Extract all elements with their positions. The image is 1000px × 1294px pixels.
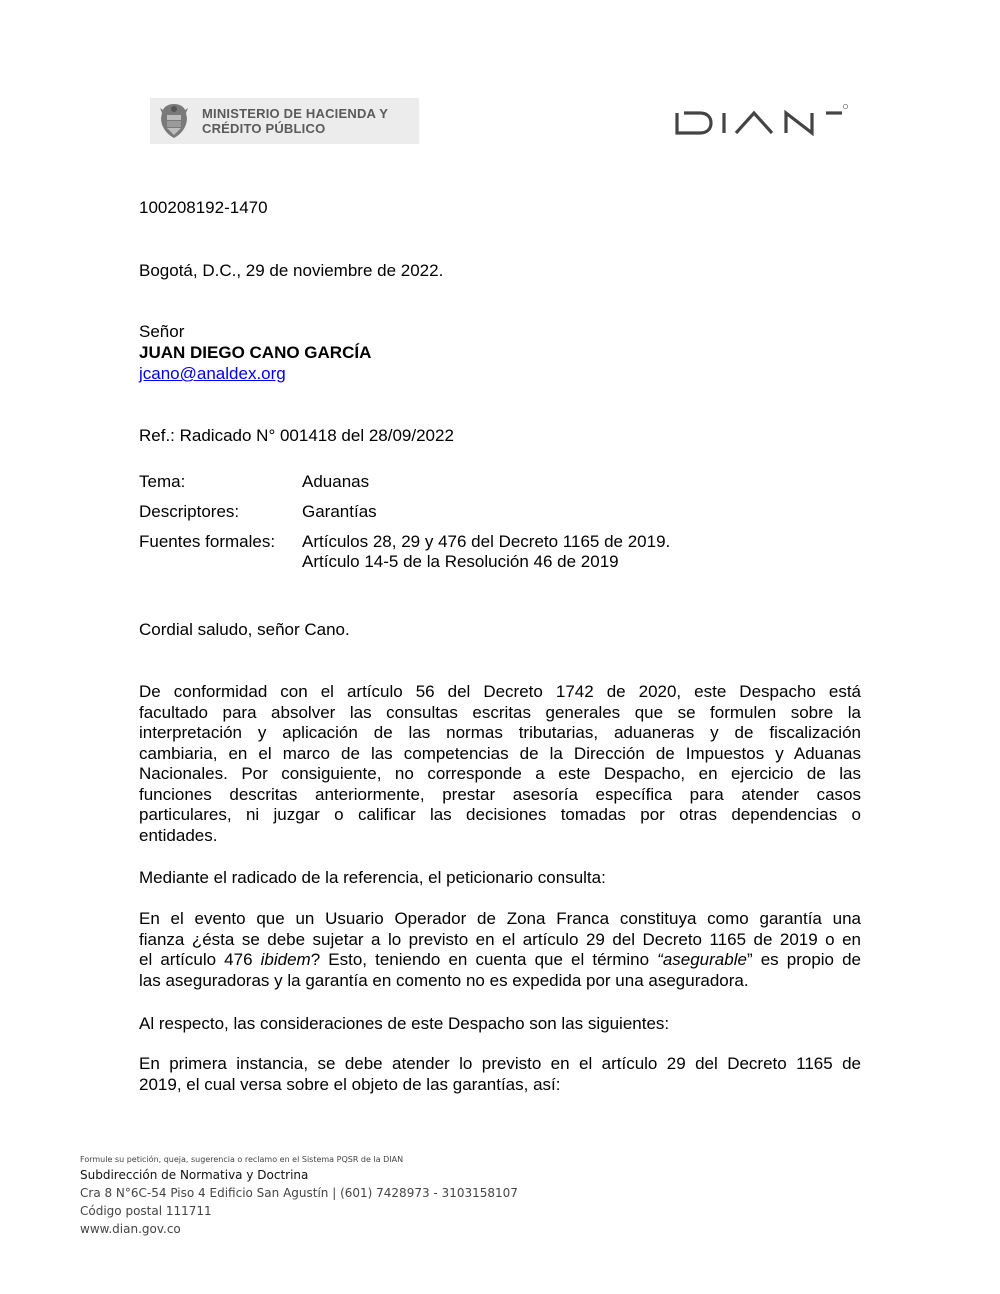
ministry-name-line1: MINISTERIO DE HACIENDA Y [202,106,389,121]
paragraph-line: facultado para absolver las consultas escritas generales que se formulen sobre la [139,702,861,722]
ministry-name [202,106,388,136]
paragraph-line: cambiaria, en el marco de las competencias de la Dirección de Impuestos y Aduanas [139,743,861,763]
recipient-name: JUAN DIEGO CANO GARCÍA [139,343,372,362]
paragraph-line: entidades. [139,825,218,845]
tema-label: Tema: [139,472,186,491]
paragraph-line: particulares, ni juzgar o calificar las decisiones tomadas por otras dependencias o [139,805,861,824]
ministry-name-line2: CRÉDITO PÚBLICO [202,121,326,136]
italic-asegurable: “asegurable [657,950,747,969]
tema-value: Aduanas [302,472,370,491]
paragraph-considerations: Al respecto, las consideraciones de este Despacho son las siguientes: [139,1014,670,1033]
reference-line: Ref.: Radicado N° 001418 del 28/09/2022 [139,426,454,445]
dian-logo [674,103,850,139]
text-run: ? Esto, teniendo en cuenta que el término [310,950,658,969]
greeting: Cordial saludo, señor Cano. [139,620,350,639]
footer-address: Cra 8 N°6C-54 Piso 4 Edificio San Agustín | (601) 7428973 - 3103158107 [80,1186,518,1200]
recipient-email-link[interactable]: jcano@analdex.org [139,364,286,383]
descriptores-value: Garantías [302,502,377,521]
place-date: Bogotá, D.C., 29 de noviembre de 2022. [139,261,444,280]
paragraph-line: interpretación y aplicación de las normas tributarias, aduaneras y de fiscalización [139,723,861,742]
fuentes-value-1: Artículos 28, 29 y 476 del Decreto 1165 de 2019. [302,532,671,551]
fuentes-value-2: Artículo 14-5 de la Resolución 46 de 2019 [302,552,619,571]
coat-of-arms-icon [158,102,190,140]
fuentes-label: Fuentes formales: [139,532,276,551]
footer-pqsr-note: Formule su petición, queja, sugerencia o reclamo en el Sistema PQSR de la DIAN [80,1155,404,1164]
paragraph-competence [139,682,861,846]
reference-number: 100208192-1470 [139,198,268,217]
descriptores-label: Descriptores: [139,502,240,521]
italic-ibidem: ibidem [260,950,311,969]
salutation-title: Señor [139,322,185,341]
paragraph-line: fianza ¿ésta se debe sujetar a lo previsto en el artículo 29 del Decreto 1165 de 2019 o en [139,929,861,949]
text-run: el artículo 476 [139,950,261,969]
paragraph-line: De conformidad con el artículo 56 del Decreto 1742 de 2020, este Despacho está [139,682,861,701]
paragraph-line: las aseguradoras y la garantía en comento no es expedida por una aseguradora. [139,970,749,990]
paragraph-line: En el evento que un Usuario Operador de Zona Franca constituya como garantía una [139,909,861,928]
paragraph-line: En primera instancia, se debe atender lo previsto en el artículo 29 del Decreto 1165 de [139,1054,861,1073]
paragraph-line: funciones descritas anteriormente, prestar asesoría específica para atender casos [139,784,861,804]
ministry-logo [150,98,419,144]
text-run: ” es propio de [746,950,862,969]
footer-office: Subdirección de Normativa y Doctrina [80,1168,309,1182]
paragraph-line: 2019, el cual versa sobre el objeto de las garantías, así: [139,1074,561,1094]
footer-website-link[interactable]: www.dian.gov.co [80,1222,181,1236]
footer-postal-code: Código postal 111711 [80,1204,212,1218]
paragraph-first-instance [139,1054,861,1095]
paragraph-question [139,909,861,991]
paragraph-line: Nacionales. Por consiguiente, no corresponde a este Despacho, en ejercicio de las [139,764,861,783]
paragraph-consultation-intro: Mediante el radicado de la referencia, el peticionario consulta: [139,868,606,887]
paragraph-line [139,950,861,971]
